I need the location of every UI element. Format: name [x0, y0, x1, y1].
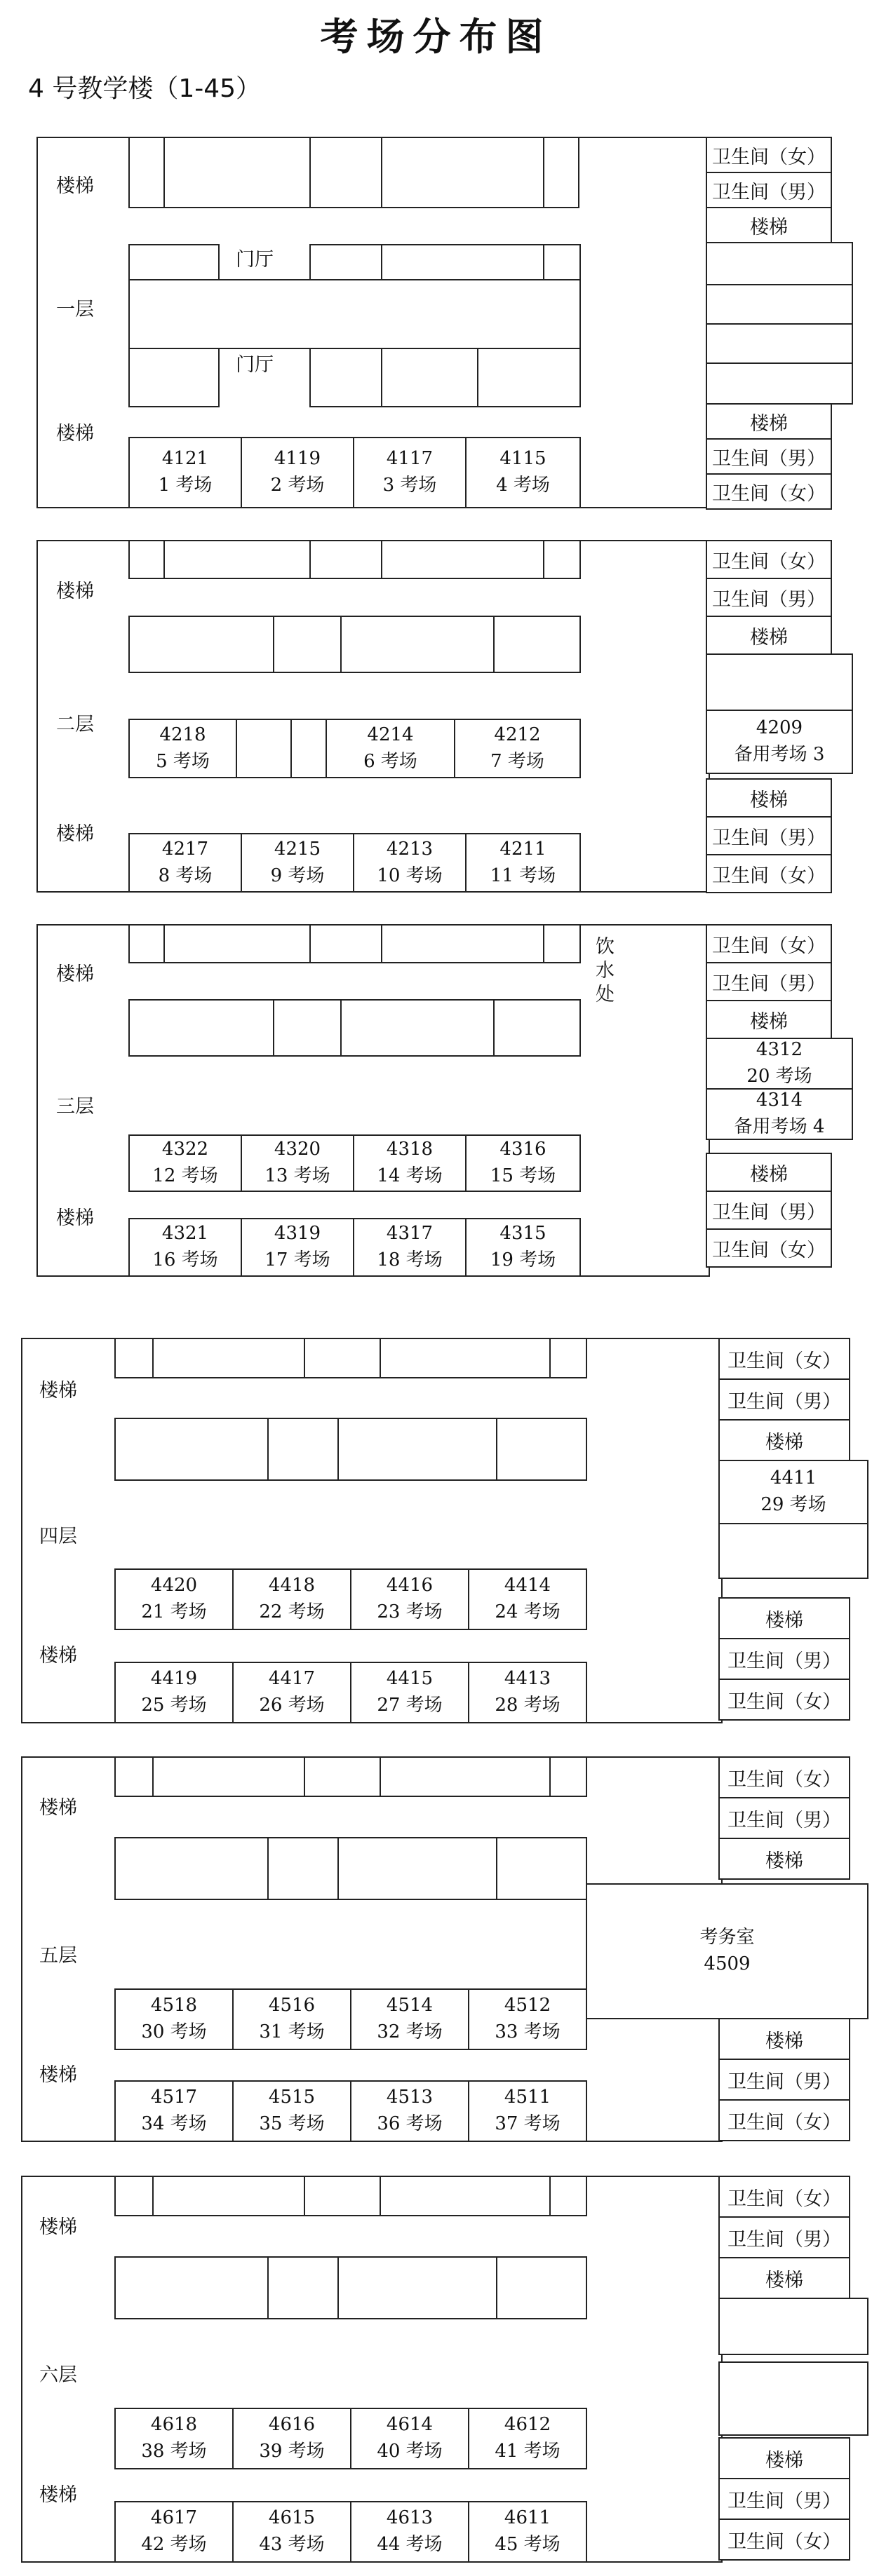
- exam-room: [353, 1218, 467, 1277]
- exam-label: 1 考场: [158, 475, 213, 496]
- restroom-women: 卫生间（女）: [706, 1228, 832, 1268]
- room-box: [114, 1418, 269, 1481]
- exam-label: 36 考场: [377, 2113, 443, 2134]
- exam-label: 9 考场: [270, 865, 325, 886]
- exam-room: [718, 1460, 868, 1524]
- exam-label: 15 考场: [490, 1165, 556, 1186]
- room-box: [549, 1338, 587, 1378]
- hall-label: 门厅: [236, 354, 274, 376]
- restroom-women: 卫生间（女）: [718, 1338, 850, 1380]
- room-box: [496, 1418, 587, 1481]
- room-number: 4611: [504, 2507, 551, 2529]
- side-room: [718, 1523, 868, 1579]
- exam-room: [468, 2408, 587, 2469]
- restroom-women: 卫生间（女）: [718, 1756, 850, 1798]
- restroom-men: 卫生间（男）: [718, 2059, 850, 2101]
- stairs-box: 楼梯: [706, 1000, 832, 1039]
- exam-room: [353, 1134, 467, 1192]
- exam-label: 5 考场: [156, 750, 210, 772]
- stairs-box: 楼梯: [706, 616, 832, 655]
- exam-label: 20 考场: [746, 1066, 812, 1087]
- room-box: [163, 924, 311, 963]
- side-room: [718, 2361, 868, 2436]
- room-box: [543, 244, 581, 280]
- stairs-label: 楼梯: [56, 823, 94, 845]
- exam-label: 35 考场: [259, 2113, 325, 2134]
- room-box: [337, 1837, 497, 1900]
- room-number: 4119: [274, 448, 321, 470]
- room-number: 4614: [386, 2414, 434, 2436]
- room-box: [267, 1418, 339, 1481]
- room-number: 4511: [504, 2087, 551, 2108]
- room-number: 4318: [386, 1139, 434, 1160]
- side-room: [706, 323, 853, 364]
- exam-label: 23 考场: [377, 1601, 443, 1622]
- room-box: [114, 1837, 269, 1900]
- stairs-label: 楼梯: [56, 1207, 94, 1229]
- stairs-box: 楼梯: [706, 207, 832, 243]
- restroom-women: 卫生间（女）: [706, 924, 832, 963]
- exam-room: [350, 2408, 469, 2469]
- exam-room: [350, 1988, 469, 2050]
- room-number: 4312: [756, 1039, 803, 1061]
- side-room: [706, 284, 853, 325]
- exam-room: [241, 437, 354, 508]
- exam-label: 42 考场: [141, 2534, 207, 2555]
- room-box: [163, 540, 311, 579]
- floor-name: 六层: [39, 2364, 77, 2386]
- exam-label: 8 考场: [158, 865, 213, 886]
- restroom-women: 卫生间（女）: [706, 854, 832, 893]
- exam-room: [128, 1218, 242, 1277]
- room-box: [309, 924, 382, 963]
- floor-name: 一层: [56, 299, 94, 320]
- exam-room: [706, 1038, 853, 1090]
- exam-label: 44 考场: [377, 2534, 443, 2555]
- room-number: 4512: [504, 1995, 551, 2016]
- stairs-label: 楼梯: [56, 175, 94, 197]
- restroom-men: 卫生间（男）: [706, 172, 832, 208]
- exam-label: 39 考场: [259, 2441, 325, 2462]
- room-box: [304, 1756, 381, 1797]
- exam-label: 12 考场: [152, 1165, 218, 1186]
- room-box: [337, 1418, 497, 1481]
- exam-label: 备用考场 3: [734, 744, 825, 765]
- exam-room: [232, 1568, 351, 1630]
- exam-label: 2 考场: [270, 475, 325, 496]
- room-number: 4515: [268, 2087, 316, 2108]
- exam-label: 18 考场: [377, 1249, 443, 1270]
- room-box: [128, 137, 165, 208]
- room-number: 4317: [386, 1223, 434, 1245]
- room-number: 4321: [161, 1223, 209, 1245]
- room-box: [381, 924, 544, 963]
- office-room-number: 4509: [704, 1953, 751, 1974]
- restroom-men: 卫生间（男）: [718, 1378, 850, 1421]
- exam-room: [468, 1988, 587, 2050]
- exam-room: [353, 833, 467, 893]
- floor-name: 三层: [56, 1096, 94, 1118]
- room-box: [493, 999, 581, 1057]
- page-title: 考场分布图: [320, 14, 552, 59]
- room-number: 4613: [386, 2507, 434, 2529]
- room-box: [309, 348, 382, 407]
- exam-label: 28 考场: [495, 1695, 561, 1716]
- stairs-label: 楼梯: [56, 963, 94, 985]
- exam-label: 13 考场: [264, 1165, 330, 1186]
- room-box: [496, 1837, 587, 1900]
- stairs-box: 楼梯: [718, 1419, 850, 1461]
- exam-room: [128, 833, 242, 893]
- exam-room: [241, 1218, 354, 1277]
- exam-label: 4 考场: [496, 475, 550, 496]
- room-number: 4517: [150, 2087, 198, 2108]
- room-box: [304, 2176, 381, 2216]
- exam-room: [468, 1568, 587, 1630]
- stairs-label: 楼梯: [56, 423, 94, 445]
- room-box: [152, 1338, 305, 1378]
- room-box: [128, 999, 274, 1057]
- exam-office: [586, 1883, 868, 2019]
- room-number: 4121: [161, 448, 209, 470]
- exam-label: 备用考场 4: [734, 1116, 825, 1137]
- room-box: [128, 924, 165, 963]
- room-number: 4513: [386, 2087, 434, 2108]
- room-box: [114, 1756, 154, 1797]
- exam-label: 21 考场: [141, 1601, 207, 1622]
- room-number: 4416: [386, 1575, 434, 1597]
- exam-room: [114, 1662, 234, 1723]
- restroom-men: 卫生间（男）: [706, 816, 832, 855]
- stairs-label: 楼梯: [39, 2216, 77, 2238]
- exam-label: 30 考场: [141, 2021, 207, 2042]
- room-number: 4612: [504, 2414, 551, 2436]
- room-number: 4414: [504, 1575, 551, 1597]
- restroom-women: 卫生间（女）: [718, 1679, 850, 1721]
- room-number: 4419: [150, 1668, 198, 1690]
- room-box: [549, 1756, 587, 1797]
- stairs-label: 楼梯: [39, 1645, 77, 1667]
- exam-label: 41 考场: [495, 2441, 561, 2462]
- exam-label: 10 考场: [377, 865, 443, 886]
- exam-label: 40 考场: [377, 2441, 443, 2462]
- exam-label: 24 考场: [495, 1601, 561, 1622]
- room-number: 4618: [150, 2414, 198, 2436]
- exam-room: [114, 2408, 234, 2469]
- room-box: [381, 540, 544, 579]
- restroom-women: 卫生间（女）: [706, 137, 832, 173]
- room-number: 4418: [268, 1575, 316, 1597]
- exam-label: 34 考场: [141, 2113, 207, 2134]
- restroom-women: 卫生间（女）: [718, 2176, 850, 2218]
- exam-room: [350, 1568, 469, 1630]
- room-number: 4217: [161, 838, 209, 860]
- room-box: [309, 244, 382, 280]
- room-box: [267, 1837, 339, 1900]
- room-box: [128, 616, 274, 673]
- exam-label: 31 考场: [259, 2021, 325, 2042]
- room-box: [340, 999, 495, 1057]
- room-box: [380, 2176, 551, 2216]
- corridor-block: [128, 279, 581, 349]
- room-number: 4215: [274, 838, 321, 860]
- exam-room: [465, 437, 581, 508]
- room-number: 4322: [161, 1139, 209, 1160]
- restroom-women: 卫生间（女）: [718, 2099, 850, 2141]
- exam-label: 45 考场: [495, 2534, 561, 2555]
- room-box: [304, 1338, 381, 1378]
- room-number: 4514: [386, 1995, 434, 2016]
- exam-label: 33 考场: [495, 2021, 561, 2042]
- room-box: [114, 1338, 154, 1378]
- stairs-label: 楼梯: [56, 581, 94, 602]
- room-box: [128, 244, 220, 280]
- stairs-label: 楼梯: [39, 1380, 77, 1402]
- exam-label: 19 考场: [490, 1249, 556, 1270]
- exam-room: [241, 1134, 354, 1192]
- room-number: 4316: [499, 1139, 546, 1160]
- restroom-men: 卫生间（男）: [706, 438, 832, 475]
- exam-room: [350, 2080, 469, 2142]
- restroom-men: 卫生间（男）: [706, 578, 832, 617]
- stairs-box: 楼梯: [706, 403, 832, 440]
- restroom-men: 卫生间（男）: [706, 962, 832, 1001]
- room-number: 4320: [274, 1139, 321, 1160]
- side-room: [706, 653, 853, 711]
- room-box: [496, 2256, 587, 2319]
- room-number: 4518: [150, 1995, 198, 2016]
- water-station-label: 饮水处: [596, 936, 615, 1005]
- side-room: [706, 242, 853, 285]
- room-number: 4314: [756, 1090, 803, 1111]
- room-box: [128, 540, 165, 579]
- restroom-men: 卫生间（男）: [718, 1797, 850, 1839]
- stairs-box: 楼梯: [718, 1597, 850, 1639]
- room-box: [381, 137, 544, 208]
- room-number: 4117: [386, 448, 434, 470]
- exam-label: 17 考场: [264, 1249, 330, 1270]
- stairs-label: 楼梯: [39, 2064, 77, 2086]
- exam-label: 43 考场: [259, 2534, 325, 2555]
- room-number: 4115: [499, 448, 546, 470]
- exam-room: [465, 1134, 581, 1192]
- exam-room: [465, 833, 581, 893]
- restroom-men: 卫生间（男）: [706, 1191, 832, 1230]
- exam-room: [350, 2501, 469, 2563]
- side-room: [706, 362, 853, 405]
- exam-room: [232, 1988, 351, 2050]
- stairs-label: 楼梯: [39, 2484, 77, 2506]
- room-number: 4420: [150, 1575, 198, 1597]
- room-box: [152, 1756, 305, 1797]
- restroom-men: 卫生间（男）: [718, 2478, 850, 2520]
- room-number: 4211: [499, 838, 546, 860]
- exam-room: [465, 1218, 581, 1277]
- exam-room: [114, 2080, 234, 2142]
- floor-name: 四层: [39, 1526, 77, 1547]
- room-box: [543, 137, 579, 208]
- exam-room: [350, 1662, 469, 1723]
- exam-label: 7 考场: [490, 750, 544, 772]
- room-number: 4413: [504, 1668, 551, 1690]
- room-number: 4212: [494, 724, 541, 745]
- room-number: 4319: [274, 1223, 321, 1245]
- floor-name: 五层: [39, 1945, 77, 1967]
- room-box: [267, 2256, 339, 2319]
- room-box: [380, 1338, 551, 1378]
- exam-room: [128, 719, 237, 778]
- room-box: [114, 2256, 269, 2319]
- room-number: 4315: [499, 1223, 546, 1245]
- room-number: 4411: [770, 1467, 817, 1489]
- exam-label: 38 考场: [141, 2441, 207, 2462]
- side-room: [718, 2298, 868, 2355]
- exam-room: [326, 719, 455, 778]
- room-box: [543, 540, 581, 579]
- exam-room: [232, 1662, 351, 1723]
- stairs-box: 楼梯: [718, 2018, 850, 2060]
- room-number: 4516: [268, 1995, 316, 2016]
- stairs-box: 楼梯: [706, 1153, 832, 1192]
- room-box: [114, 2176, 154, 2216]
- room-number: 4218: [159, 724, 206, 745]
- exam-room: [232, 2501, 351, 2563]
- stairs-box: 楼梯: [718, 2257, 850, 2299]
- room-box: [381, 348, 478, 407]
- restroom-women: 卫生间（女）: [718, 2519, 850, 2561]
- floor-name: 二层: [56, 714, 94, 735]
- exam-label: 37 考场: [495, 2113, 561, 2134]
- backup-exam-room: [706, 1088, 853, 1140]
- exam-label: 29 考场: [760, 1494, 826, 1515]
- room-number: 4415: [386, 1668, 434, 1690]
- exam-room: [353, 437, 467, 508]
- exam-room: [468, 2501, 587, 2563]
- exam-room: [241, 833, 354, 893]
- room-number: 4616: [268, 2414, 316, 2436]
- room-box: [381, 244, 544, 280]
- room-number: 4417: [268, 1668, 316, 1690]
- exam-label: 3 考场: [382, 475, 437, 496]
- room-number: 4213: [386, 838, 434, 860]
- backup-exam-room: [706, 710, 853, 774]
- room-number: 4615: [268, 2507, 316, 2529]
- restroom-women: 卫生间（女）: [706, 473, 832, 510]
- exam-label: 32 考场: [377, 2021, 443, 2042]
- room-box: [380, 1756, 551, 1797]
- room-box: [128, 348, 220, 407]
- room-box: [543, 924, 581, 963]
- exam-label: 16 考场: [152, 1249, 218, 1270]
- exam-room: [128, 437, 242, 508]
- hall-label: 门厅: [236, 249, 274, 271]
- exam-room: [454, 719, 581, 778]
- office-name: 考务室: [699, 1927, 755, 1948]
- room-box: [163, 137, 311, 208]
- exam-label: 14 考场: [377, 1165, 443, 1186]
- room-number: 4617: [150, 2507, 198, 2529]
- room-box: [152, 2176, 305, 2216]
- restroom-men: 卫生间（男）: [718, 2216, 850, 2258]
- stairs-box: 楼梯: [718, 1838, 850, 1880]
- room-box: [273, 999, 342, 1057]
- room-box: [493, 616, 581, 673]
- room-box: [290, 719, 327, 778]
- room-box: [236, 719, 292, 778]
- exam-label: 6 考场: [363, 750, 417, 772]
- room-box: [273, 616, 342, 673]
- exam-room: [114, 2501, 234, 2563]
- room-box: [549, 2176, 587, 2216]
- exam-room: [114, 1568, 234, 1630]
- exam-room: [232, 2080, 351, 2142]
- exam-label: 26 考场: [259, 1695, 325, 1716]
- stairs-box: 楼梯: [718, 2437, 850, 2479]
- room-box: [309, 137, 382, 208]
- exam-label: 11 考场: [490, 865, 556, 886]
- room-box: [340, 616, 495, 673]
- exam-room: [468, 1662, 587, 1723]
- exam-room: [468, 2080, 587, 2142]
- stairs-box: 楼梯: [706, 778, 832, 818]
- room-box: [477, 348, 581, 407]
- exam-room: [128, 1134, 242, 1192]
- room-box: [337, 2256, 497, 2319]
- building-subtitle: 4 号教学楼（1-45）: [28, 74, 262, 103]
- room-number: 4214: [367, 724, 414, 745]
- exam-label: 25 考场: [141, 1695, 207, 1716]
- room-number: 4209: [756, 717, 803, 739]
- exam-room: [114, 1988, 234, 2050]
- restroom-women: 卫生间（女）: [706, 540, 832, 579]
- room-box: [309, 540, 382, 579]
- stairs-label: 楼梯: [39, 1797, 77, 1819]
- exam-room: [232, 2408, 351, 2469]
- restroom-men: 卫生间（男）: [718, 1638, 850, 1680]
- exam-label: 27 考场: [377, 1695, 443, 1716]
- exam-label: 22 考场: [259, 1601, 325, 1622]
